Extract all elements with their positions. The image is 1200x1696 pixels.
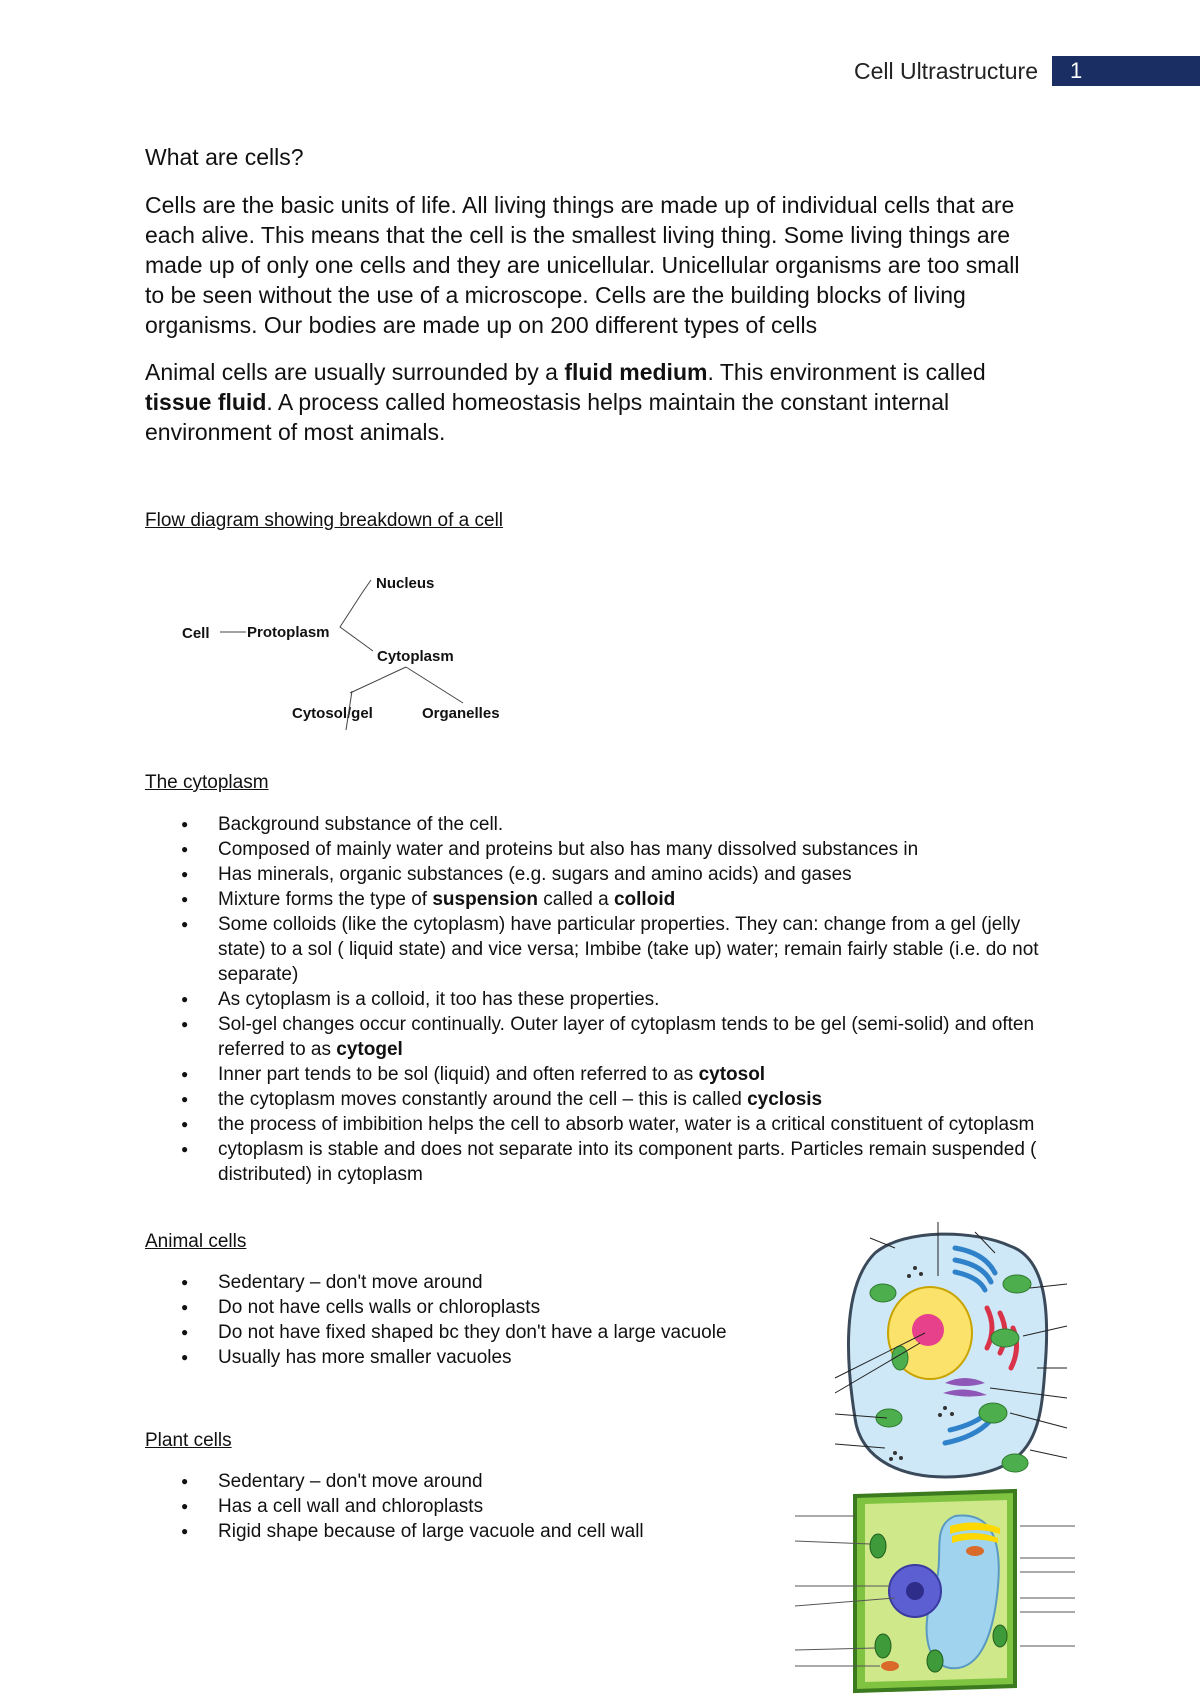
text-span: . This environment is called xyxy=(707,359,986,385)
list-item: ● Has minerals, organic substances (e.g. sugars and amino acids) and gases xyxy=(145,862,1045,887)
list-item xyxy=(145,1087,1045,1112)
flow-node-nucleus: Nucleus xyxy=(376,575,435,592)
text-span: Inner part tends to be sol (liquid) and often referred to as xyxy=(218,1064,699,1085)
flow-node-cytosol-gel: Cytosol/gel xyxy=(292,705,373,722)
flow-diagram xyxy=(170,565,520,735)
list-item: ● Background substance of the cell. xyxy=(145,812,1045,837)
intro-paragraph-1: Cells are the basic units of life. All living things are made up of individual cells that are each alive. This means that the cell is the smallest living thing. Some living things are made up of only one cells and they are unicellular. Unicellular organisms are too small to be seen without the use of a microscope. Cells are the building blocks of living organisms. Our bodies are made up on 200 different types of cells xyxy=(145,192,1020,338)
flow-edge-cytoplasm-organelles xyxy=(406,667,463,703)
flow-diagram-heading: Flow diagram showing breakdown of a cell xyxy=(145,510,504,531)
term-cytogel: cytogel xyxy=(336,1039,403,1060)
list-item: ● the process of imbibition helps the cell to absorb water, water is a critical constituent of cytoplasm xyxy=(145,1112,1045,1137)
text-span: called a xyxy=(537,889,614,910)
cytoplasm-heading: The cytoplasm xyxy=(145,772,269,793)
list-item: ● Sedentary – don't move around xyxy=(145,1469,745,1494)
text-span: the cytoplasm moves constantly around the cell – this is called xyxy=(218,1089,748,1110)
term-tissue-fluid: tissue fluid xyxy=(145,389,267,415)
list-item: ● cytoplasm is stable and does not separate into its component parts. Particles remain suspended ( distributed) in cytoplasm xyxy=(145,1137,1045,1187)
list-item xyxy=(145,1062,1045,1087)
list-item: ● Composed of mainly water and proteins but also has many dissolved substances in xyxy=(145,837,1045,862)
list-item: ● Sedentary – don't move around xyxy=(145,1270,805,1295)
animal-cells-heading: Animal cells xyxy=(145,1231,247,1252)
text-span: Mixture forms the type of xyxy=(218,889,433,910)
page-header xyxy=(854,56,1200,86)
plant-cell-illustration xyxy=(745,1486,1130,1696)
list-item: ● As cytoplasm is a colloid, it too has these properties. xyxy=(145,987,1045,1012)
term-suspension: suspension xyxy=(432,889,538,910)
list-item: ● Usually has more smaller vacuoles xyxy=(145,1345,805,1370)
text-span: Animal cells are usually surrounded by a xyxy=(145,359,565,385)
intro-question: What are cells? xyxy=(145,144,304,170)
flow-node-cell: Cell xyxy=(182,625,210,642)
cytoplasm-list xyxy=(145,812,1045,1187)
term-cyclosis: cyclosis xyxy=(747,1089,823,1110)
flow-node-protoplasm: Protoplasm xyxy=(247,624,330,641)
list-item xyxy=(145,1012,1045,1062)
list-item: ● Rigid shape because of large vacuole and cell wall xyxy=(145,1519,745,1544)
list-item: ● Some colloids (like the cytoplasm) have particular properties. They can: change from a gel (jelly state) to a sol ( liquid state) and vice versa; Imbibe (take up) water; remain fairly stable (i.e. do not separate) xyxy=(145,912,1045,987)
list-item: ● Do not have fixed shaped bc they don't have a large vacuole xyxy=(145,1320,805,1345)
term-cytosol: cytosol xyxy=(698,1064,766,1085)
intro-paragraph-2 xyxy=(145,357,1045,447)
text-span: Sol-gel changes occur continually. Outer layer of cytoplasm tends to be gel (semi-solid) and often referred to as xyxy=(218,1014,1035,1060)
text-span: . A process called homeostasis helps maintain the constant internal environment of most animals. xyxy=(145,389,950,445)
header-title: Cell Ultrastructure xyxy=(853,57,1038,84)
list-item xyxy=(145,887,1045,912)
flow-node-cytoplasm: Cytoplasm xyxy=(377,648,454,665)
term-colloid: colloid xyxy=(613,889,676,910)
list-item: ● Has a cell wall and chloroplasts xyxy=(145,1494,745,1519)
animal-cells-list xyxy=(145,1270,805,1370)
flow-edge-protoplasm-branch xyxy=(340,580,373,651)
list-item: ● Do not have cells walls or chloroplasts xyxy=(145,1295,805,1320)
plant-cells-heading: Plant cells xyxy=(145,1430,232,1451)
flow-edge-cytoplasm-cytosol xyxy=(350,667,406,693)
plant-cells-list xyxy=(145,1469,745,1544)
page-number-badge: 1 xyxy=(1052,56,1200,86)
flow-node-organelles: Organelles xyxy=(422,705,500,722)
term-fluid-medium: fluid medium xyxy=(564,359,708,385)
animal-cell-illustration xyxy=(805,1218,1125,1482)
